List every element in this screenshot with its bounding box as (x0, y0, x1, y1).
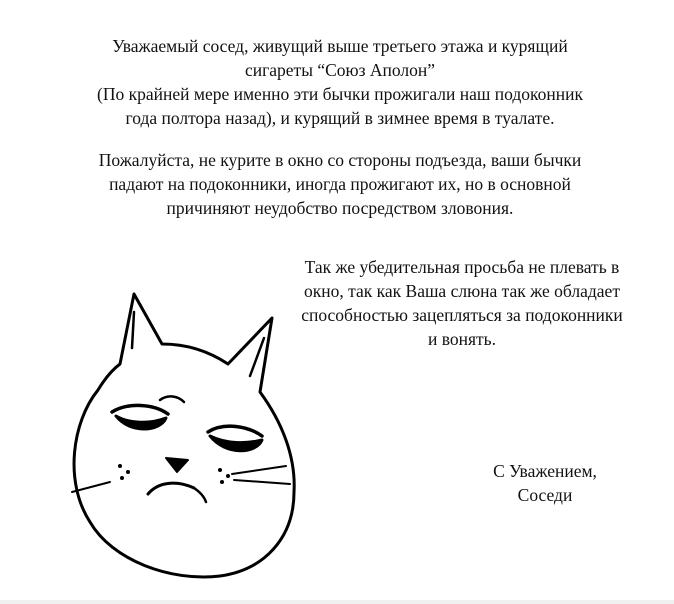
cat-right-inner-ear (250, 338, 264, 376)
request-line: падают на подоконники, иногда прожигают их, но в основной (109, 174, 571, 194)
request-line: причиняют неудобство посредством зловония. (166, 198, 514, 218)
signature (440, 459, 650, 507)
greeting-line: года полтора назад), и курящий в зимнее время в туалате. (125, 108, 555, 128)
greeting-line: сигареты “Союз Аполон” (244, 60, 436, 80)
spitting-request-line: Так же убедительная просьба не плевать в (304, 257, 620, 277)
cat-left-brow-wrinkle (160, 396, 184, 402)
cat-right-brow (208, 426, 262, 436)
request-paragraph (40, 148, 640, 220)
cat-left-inner-ear (132, 312, 134, 348)
spitting-request-paragraph (262, 255, 662, 351)
greeting-paragraph (40, 34, 640, 130)
greeting-line: (По крайней мере именно эти бычки прожигали наш подоконник (97, 84, 583, 104)
cat-mouth (148, 483, 194, 494)
spitting-request-line: способностью зацепляться за подоконники (301, 305, 623, 325)
cat-whiskers (72, 466, 290, 492)
request-line: Пожалуйста, не курите в окно со стороны подъезда, ваши бычки (98, 150, 582, 170)
cat-left-eye (116, 416, 166, 429)
cat-right-eye (210, 436, 262, 451)
spitting-request-line: и вонять. (427, 329, 497, 349)
signature-line: С Уважением, (493, 461, 597, 481)
cat-left-brow (112, 405, 168, 414)
spitting-request-line: окно, так как Ваша слюна так же обладает (304, 281, 620, 301)
bottom-edge-strip (0, 600, 674, 604)
grumpy-cat-face-icon (50, 282, 300, 582)
greeting-line: Уважаемый сосед, живущий выше третьего этажа и курящий (112, 36, 568, 56)
cat-nose (166, 458, 188, 472)
cat-mouth-corner (194, 488, 206, 502)
signature-line: Соседи (517, 485, 573, 505)
